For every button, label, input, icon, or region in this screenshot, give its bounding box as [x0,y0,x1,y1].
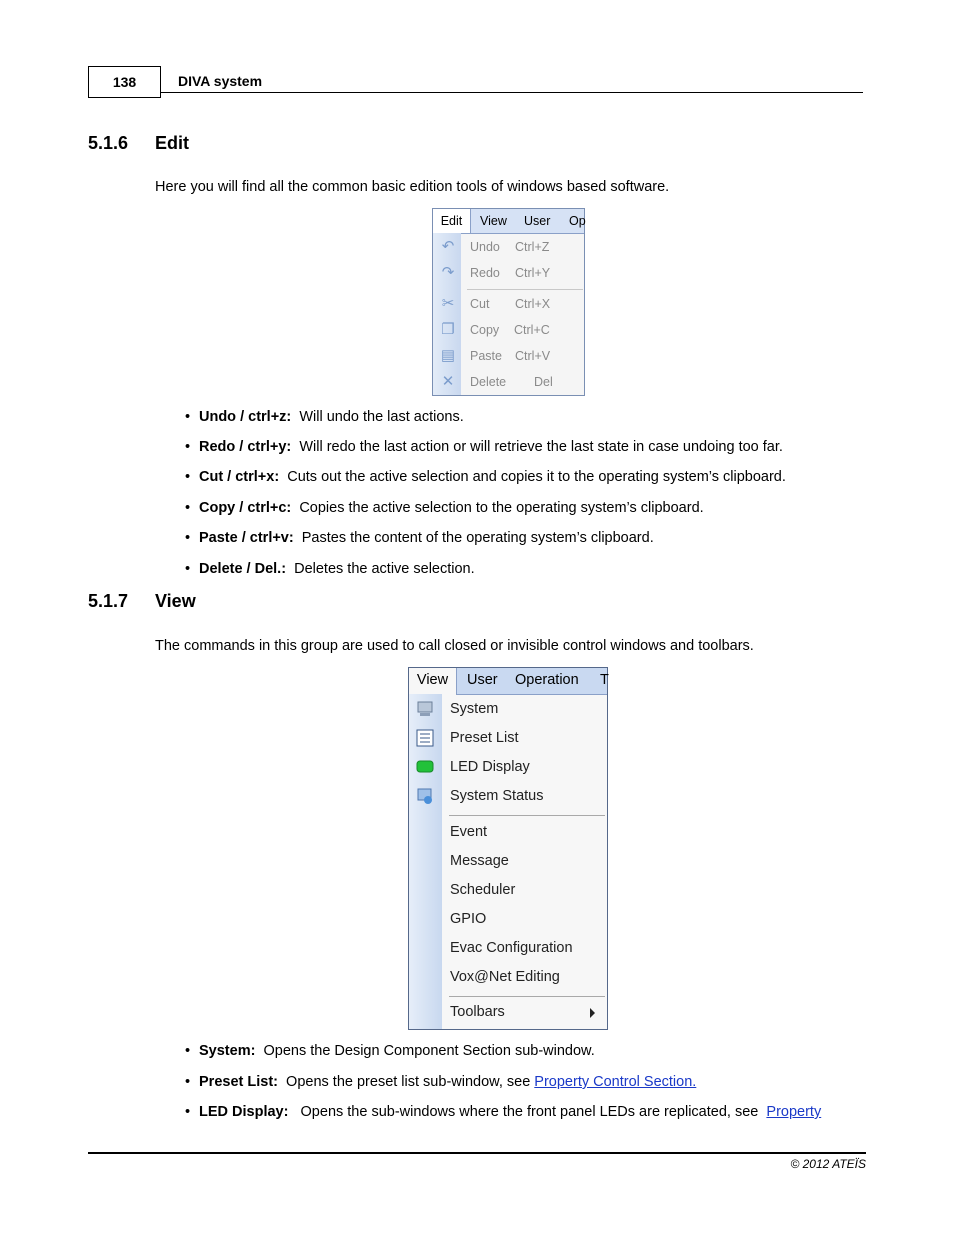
paste-icon: ▤ [440,347,456,364]
edit-intro: Here you will find all the common basic edition tools of windows based software. [155,179,670,195]
menu-item-label: Cut [470,297,490,311]
menu-item-shortcut: Ctrl+Z [515,240,550,254]
list-item: • Paste / ctrl+v: Pastes the content of the operating system’s clipboard. [185,530,654,546]
list-item: • System: Opens the Design Component Section sub-window. [185,1043,595,1059]
system-icon [415,700,435,718]
menu-separator [467,289,583,290]
menu-item-label: GPIO [450,911,487,927]
menu-item-evac-configuration[interactable] [409,934,607,962]
menu-item-delete[interactable] [433,370,584,394]
menu-item-label: Evac Configuration [450,940,573,956]
cut-icon: ✂ [441,295,455,312]
tab-user[interactable]: User [467,672,498,688]
menu-item-system-status[interactable] [409,782,607,810]
preset-list-icon [415,729,435,747]
section-title-view: View [155,591,196,611]
tab-view[interactable]: View [409,668,457,695]
menu-item-copy[interactable] [433,318,584,342]
page-number: 138 [88,66,161,98]
system-status-icon [415,787,435,805]
redo-icon: ↷ [441,264,455,281]
menu-item-shortcut: Ctrl+Y [515,266,551,280]
list-item: • Cut / ctrl+x: Cuts out the active selection and copies it to the operating system’s clipboard. [185,469,786,485]
copy-icon: ❐ [441,321,455,338]
tab-edit[interactable]: Edit [433,209,471,233]
menu-item-label: Scheduler [450,882,516,898]
menu-item-shortcut: Ctrl+X [515,297,551,311]
menu-item-shortcut: Del [534,375,553,389]
property-link[interactable]: Property [766,1104,822,1120]
list-item: • Delete / Del.: Deletes the active selection. [185,561,475,577]
menu-item-label: LED Display [450,759,530,775]
menu-item-label: Paste [470,349,502,363]
menu-item-toolbars[interactable] [409,998,607,1026]
menu-separator [449,815,605,816]
menu-item-label: Copy [470,323,500,337]
edit-menu-screenshot [432,208,585,396]
section-number-edit: 5.1.6 [88,133,129,153]
menu-item-label: Delete [470,375,507,389]
menu-item-label: Undo [470,240,500,254]
menu-item-preset-list[interactable] [409,724,607,752]
menu-item-label: Toolbars [450,1004,505,1020]
undo-icon: ↶ [441,238,455,255]
view-intro: The commands in this group are used to call closed or invisible control windows and toolbars. [155,638,754,654]
property-control-link[interactable]: Property Control Section. [534,1074,697,1090]
footer-rule [88,1152,866,1154]
submenu-arrow-icon [590,1008,595,1018]
menu-item-label: Preset List [450,730,519,746]
list-item: • LED Display: Opens the sub-windows where the front panel LEDs are replicated, see Property [185,1104,822,1120]
menu-bar [433,209,584,234]
menu-item-message[interactable] [409,847,607,875]
section-title-edit: Edit [155,133,189,153]
tab-view[interactable]: View [480,214,507,228]
header-title: DIVA system [178,73,263,89]
list-item: • Copy / ctrl+c: Copies the active selection to the operating system’s clipboard. [185,500,704,516]
menu-item-label: Vox@Net Editing [450,969,560,985]
tab-user[interactable]: User [524,214,551,228]
menu-item-label: Redo [470,266,500,280]
menu-item-label: Message [450,853,509,869]
copyright: © 2012 ATEÏS [790,1157,866,1171]
delete-icon: ✕ [441,373,455,390]
menu-item-redo[interactable] [433,261,584,285]
menu-item-scheduler[interactable] [409,876,607,904]
list-item: • Redo / ctrl+y: Will redo the last action or will retrieve the last state in case undoing too far. [185,439,783,455]
header-rule [161,92,863,93]
menu-item-event[interactable] [409,818,607,846]
tab-operation[interactable]: Operation [515,672,579,688]
menu-item-gpio[interactable] [409,905,607,933]
menu-item-paste[interactable] [433,344,584,368]
tab-t[interactable]: T [600,672,609,688]
menu-item-label: System Status [450,788,544,804]
tab-op[interactable]: Op [569,214,586,228]
menu-item-undo[interactable] [433,235,584,259]
menu-separator [449,996,605,997]
menu-item-label: Event [450,824,488,840]
menu-item-cut[interactable] [433,292,584,316]
menu-item-shortcut: Ctrl+C [514,323,550,337]
view-menu-screenshot [408,667,608,1030]
menu-item-shortcut: Ctrl+V [515,349,551,363]
list-item: • Preset List: Opens the preset list sub-window, see Property Control Section. [185,1074,697,1090]
menu-bar [409,668,607,695]
list-item: • Undo / ctrl+z: Will undo the last actions. [185,409,464,425]
led-icon [415,758,435,776]
section-number-view: 5.1.7 [88,591,129,611]
menu-item-system[interactable] [409,695,607,723]
menu-item-voxnet-editing[interactable] [409,963,607,991]
menu-item-label: System [450,701,499,717]
menu-item-led-display[interactable] [409,753,607,781]
